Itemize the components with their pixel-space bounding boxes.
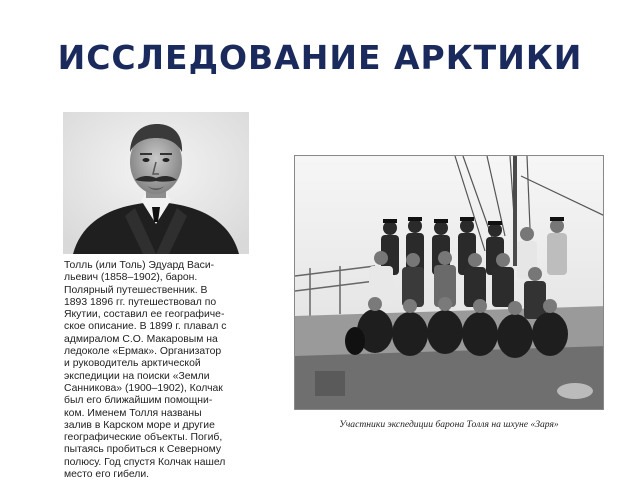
- bio-line: ледоколе «Ермак». Организатор: [64, 346, 222, 358]
- bio-line: Полярный путешественник. В: [64, 284, 208, 296]
- bio-line: географические объекты. Погиб,: [64, 432, 223, 444]
- portrait-photo: [63, 112, 249, 254]
- slide-title: ИССЛЕДОВАНИЕ АРКТИКИ: [57, 38, 583, 77]
- bio-line: ское описание. В 1899 г. плавал с: [64, 321, 227, 333]
- bio-line: пытаясь пробиться к Северному: [64, 444, 222, 456]
- bio-line: Санникова» (1900–1902), Колчак: [64, 382, 223, 394]
- group-photo: [294, 155, 604, 410]
- bio-line: экспедиции на поиски «Земли: [64, 370, 210, 382]
- bio-line: и руководитель арктической: [64, 358, 201, 370]
- bio-line: Якутии, составил ее географиче-: [64, 309, 225, 321]
- group-photo-caption: Участники экспедиции барона Толля на шхуне «Заря»: [339, 419, 559, 430]
- bio-line: место его гибели.: [64, 469, 150, 480]
- bio-line: полюсу. Год спустя Колчак нашел: [64, 456, 226, 468]
- bio-line: льевич (1858–1902), барон.: [64, 272, 198, 284]
- bio-line: был его ближайшим помощни-: [64, 395, 213, 407]
- bio-line: Толль (или Толь) Эдуард Васи-: [64, 260, 215, 271]
- bio-line: 1893 1896 гг. путешествовал по: [64, 296, 217, 308]
- bio-line: ком. Именем Толля названы: [64, 407, 202, 419]
- biography-text: [64, 260, 269, 480]
- bio-line: адмиралом С.О. Макаровым на: [64, 333, 218, 345]
- bio-line: залив в Карском море и другие: [64, 419, 215, 431]
